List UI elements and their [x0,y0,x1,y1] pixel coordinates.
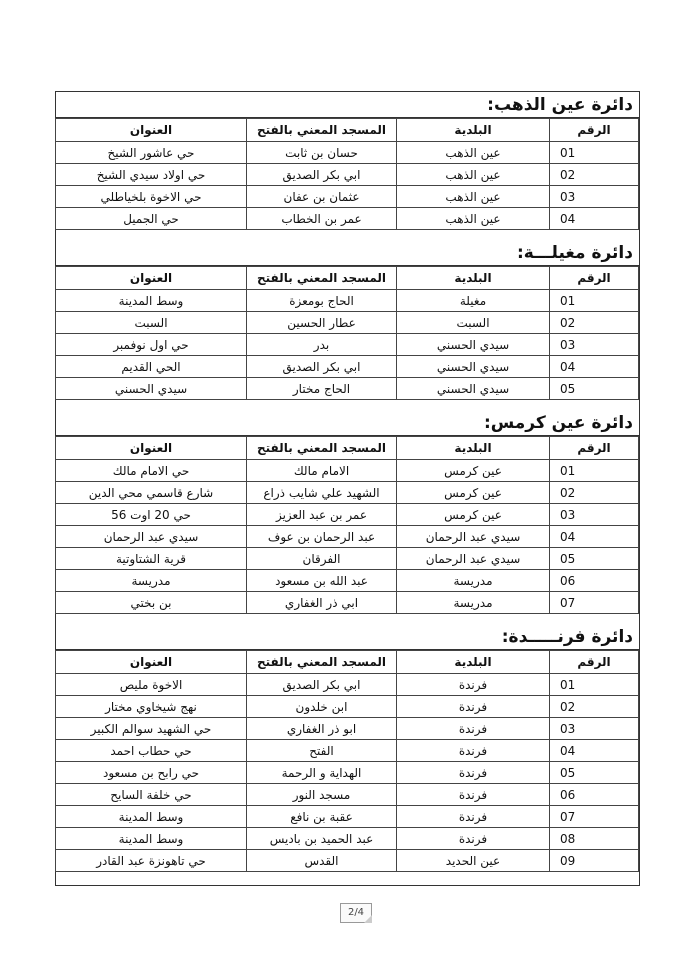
column-header-num: الرقم [550,437,639,460]
cell-num: 05 [550,378,639,400]
cell-address: حي الامام مالك [56,460,247,482]
cell-municipality: السبت [397,312,550,334]
column-header-num: الرقم [550,267,639,290]
table-header-row [56,651,639,674]
cell-mosque: عبد الرحمان بن عوف [247,526,397,548]
mosque-table [55,650,639,872]
cell-address: حي خلفة السايح [56,784,247,806]
table-row [56,526,639,548]
cell-mosque: القدس [247,850,397,872]
cell-municipality: فرندة [397,740,550,762]
cell-address: نهج شيخاوي مختار [56,696,247,718]
table-row [56,806,639,828]
table-row [56,312,639,334]
cell-num: 08 [550,828,639,850]
cell-address: مدريسة [56,570,247,592]
cell-num: 06 [550,570,639,592]
table-header-row [56,119,639,142]
section-gap [56,400,639,410]
cell-municipality: فرندة [397,696,550,718]
cell-num: 05 [550,548,639,570]
table-row [56,548,639,570]
cell-address: السبت [56,312,247,334]
cell-municipality: عين الذهب [397,208,550,230]
cell-num: 01 [550,460,639,482]
cell-mosque: عبد الحميد بن باديس [247,828,397,850]
table-row [56,828,639,850]
cell-municipality: فرندة [397,828,550,850]
cell-municipality: فرندة [397,784,550,806]
cell-address: وسط المدينة [56,828,247,850]
cell-address: حي 20 اوت 56 [56,504,247,526]
table-row [56,674,639,696]
column-header-mosque: المسجد المعني بالفتح [247,119,397,142]
cell-address: سيدي عبد الرحمان [56,526,247,548]
cell-num: 09 [550,850,639,872]
cell-num: 04 [550,740,639,762]
column-header-municipality: البلدية [397,651,550,674]
cell-address: حي عاشور الشيخ [56,142,247,164]
section-title: دائرة فرنـــــدة: [56,624,639,650]
table-row [56,850,639,872]
table-row [56,334,639,356]
cell-address: حي الاخوة بلخياطلي [56,186,247,208]
cell-num: 03 [550,334,639,356]
cell-address: حي حطاب احمد [56,740,247,762]
column-header-municipality: البلدية [397,437,550,460]
cell-num: 04 [550,356,639,378]
cell-mosque: الفتح [247,740,397,762]
table-row [56,570,639,592]
cell-municipality: سيدي عبد الرحمان [397,548,550,570]
mosque-table [55,436,639,614]
cell-address: سيدي الحسني [56,378,247,400]
cell-mosque: عمر بن الخطاب [247,208,397,230]
cell-mosque: الحاج مختار [247,378,397,400]
cell-municipality: سيدي عبد الرحمان [397,526,550,548]
cell-num: 07 [550,592,639,614]
cell-num: 03 [550,504,639,526]
cell-num: 05 [550,762,639,784]
section-title: دائرة عين الذهب: [56,92,639,118]
page-number: 2/4 [340,903,372,923]
column-header-address: العنوان [56,651,247,674]
cell-mosque: ابي ذر الغفاري [247,592,397,614]
cell-num: 02 [550,312,639,334]
cell-num: 02 [550,164,639,186]
column-header-municipality: البلدية [397,267,550,290]
cell-municipality: فرندة [397,674,550,696]
table-row [56,482,639,504]
mosque-table [55,266,639,400]
cell-num: 01 [550,674,639,696]
cell-address: وسط المدينة [56,290,247,312]
cell-mosque: الهداية و الرحمة [247,762,397,784]
cell-mosque: عبد الله بن مسعود [247,570,397,592]
cell-address: حي الشهيد سوالم الكبير [56,718,247,740]
column-header-address: العنوان [56,437,247,460]
column-header-num: الرقم [550,119,639,142]
cell-mosque: الشهيد علي شايب ذراع [247,482,397,504]
cell-address: حي رابح بن مسعود [56,762,247,784]
cell-mosque: ابي بكر الصديق [247,356,397,378]
table-row [56,164,639,186]
cell-mosque: ابي بكر الصديق [247,674,397,696]
cell-address: شارع قاسمي محي الدين [56,482,247,504]
cell-municipality: فرندة [397,762,550,784]
table-row [56,718,639,740]
cell-mosque: عمر بن عبد العزيز [247,504,397,526]
cell-mosque: عطار الحسين [247,312,397,334]
cell-municipality: عين الذهب [397,164,550,186]
cell-address: حي اول نوفمبر [56,334,247,356]
cell-municipality: مدريسة [397,592,550,614]
table-row [56,504,639,526]
table-row [56,762,639,784]
column-header-municipality: البلدية [397,119,550,142]
cell-address: الاخوة مليص [56,674,247,696]
table-row [56,784,639,806]
cell-municipality: عين كرمس [397,460,550,482]
section-title: دائرة عين كرمس: [56,410,639,436]
table-row [56,378,639,400]
cell-mosque: الحاج بومعزة [247,290,397,312]
column-header-mosque: المسجد المعني بالفتح [247,267,397,290]
cell-num: 03 [550,186,639,208]
cell-mosque: مسجد النور [247,784,397,806]
cell-address: حي الجميل [56,208,247,230]
cell-num: 01 [550,290,639,312]
cell-mosque: الامام مالك [247,460,397,482]
document-body [56,92,639,872]
cell-mosque: ابن خلدون [247,696,397,718]
cell-num: 06 [550,784,639,806]
section-gap [56,230,639,240]
column-header-num: الرقم [550,651,639,674]
cell-mosque: ابو ذر الغفاري [247,718,397,740]
cell-num: 02 [550,482,639,504]
cell-mosque: حسان بن ثابت [247,142,397,164]
cell-num: 04 [550,526,639,548]
cell-mosque: ابي بكر الصديق [247,164,397,186]
cell-address: حي اولاد سيدي الشيخ [56,164,247,186]
table-row [56,592,639,614]
cell-municipality: مدريسة [397,570,550,592]
cell-address: بن بختي [56,592,247,614]
cell-num: 04 [550,208,639,230]
table-row [56,356,639,378]
column-header-mosque: المسجد المعني بالفتح [247,437,397,460]
cell-municipality: عين الذهب [397,186,550,208]
cell-address: الحي القديم [56,356,247,378]
table-row [56,208,639,230]
cell-municipality: سيدي الحسني [397,334,550,356]
column-header-mosque: المسجد المعني بالفتح [247,651,397,674]
cell-mosque: بدر [247,334,397,356]
cell-num: 01 [550,142,639,164]
cell-municipality: عين الذهب [397,142,550,164]
table-header-row [56,437,639,460]
mosque-table [55,118,639,230]
section-title: دائرة مغيلـــة: [56,240,639,266]
table-row [56,186,639,208]
cell-mosque: عثمان بن عفان [247,186,397,208]
cell-municipality: سيدي الحسني [397,356,550,378]
table-header-row [56,267,639,290]
table-row [56,696,639,718]
cell-mosque: عقبة بن نافع [247,806,397,828]
cell-num: 07 [550,806,639,828]
cell-num: 02 [550,696,639,718]
cell-municipality: مغيلة [397,290,550,312]
column-header-address: العنوان [56,119,247,142]
cell-municipality: عين الحديد [397,850,550,872]
cell-address: حي تاهونزة عبد القادر [56,850,247,872]
section-gap [56,614,639,624]
table-row [56,290,639,312]
column-header-address: العنوان [56,267,247,290]
cell-mosque: الفرقان [247,548,397,570]
table-row [56,460,639,482]
cell-municipality: فرندة [397,806,550,828]
cell-municipality: عين كرمس [397,504,550,526]
cell-municipality: سيدي الحسني [397,378,550,400]
cell-num: 03 [550,718,639,740]
table-row [56,142,639,164]
cell-address: وسط المدينة [56,806,247,828]
cell-address: قرية الشتاوتية [56,548,247,570]
cell-municipality: فرندة [397,718,550,740]
table-row [56,740,639,762]
cell-municipality: عين كرمس [397,482,550,504]
